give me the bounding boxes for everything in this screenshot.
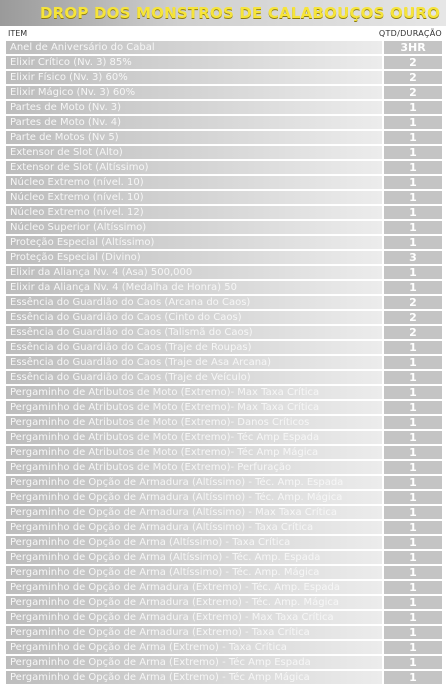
item-qty: 3HR: [384, 41, 442, 54]
item-name: Elixir Crítico (Nv. 3) 85%: [6, 56, 382, 69]
table-row: [0, 310, 446, 325]
item-qty: 1: [384, 386, 442, 399]
table-row: [0, 640, 446, 655]
table-row: [0, 595, 446, 610]
item-name: Elixir da Aliança Nv. 4 (Medalha de Honra) 50: [6, 281, 382, 294]
item-name: Pergaminho de Opção de Armadura (Extremo) - Téc. Amp. Mágica: [6, 596, 382, 609]
table-title: DROP DOS MONSTROS DE CALABOUÇOS OURO: [0, 0, 446, 26]
table-row: [0, 340, 446, 355]
table-row: [0, 385, 446, 400]
item-name: Parte de Motos (Nv 5): [6, 131, 382, 144]
item-name: Proteção Especial (Divino): [6, 251, 382, 264]
item-qty: 1: [384, 566, 442, 579]
table-row: [0, 295, 446, 310]
item-name: Pergaminho de Opção de Arma (Extremo) - Taxa Crítica: [6, 641, 382, 654]
item-qty: 1: [384, 221, 442, 234]
item-name: Pergaminho de Opção de Arma (Altíssimo) - Téc. Amp. Espada: [6, 551, 382, 564]
column-header-qty: QTD/DURAÇÃO: [378, 29, 442, 38]
item-name: Essência do Guardião do Caos (Cinto do Caos): [6, 311, 382, 324]
item-name: Núcleo Extremo (nível. 12): [6, 206, 382, 219]
table-row: [0, 655, 446, 670]
item-name: Núcleo Superior (Altíssimo): [6, 221, 382, 234]
table-row: [0, 70, 446, 85]
item-name: Essência do Guardião do Caos (Talismã do Caos): [6, 326, 382, 339]
table-row: [0, 400, 446, 415]
table-body: [0, 40, 446, 685]
item-qty: 1: [384, 146, 442, 159]
table-row: [0, 55, 446, 70]
table-row: [0, 610, 446, 625]
item-name: Pergaminho de Opção de Armadura (Extremo) - Max Taxa Crítica: [6, 611, 382, 624]
item-qty: 2: [384, 296, 442, 309]
table-row: [0, 520, 446, 535]
item-qty: 2: [384, 311, 442, 324]
item-name: Pergaminho de Atributos de Moto (Extremo)- Perfuração: [6, 461, 382, 474]
item-qty: 1: [384, 416, 442, 429]
item-name: Extensor de Slot (Alto): [6, 146, 382, 159]
item-qty: 1: [384, 641, 442, 654]
item-name: Pergaminho de Opção de Armadura (Extremo) - Taxa Crítica: [6, 626, 382, 639]
item-qty: 1: [384, 206, 442, 219]
item-qty: 1: [384, 536, 442, 549]
table-row: [0, 535, 446, 550]
item-qty: 1: [384, 176, 442, 189]
item-name: Pergaminho de Opção de Arma (Altíssimo) - Taxa Crítica: [6, 536, 382, 549]
item-name: Partes de Moto (Nv. 4): [6, 116, 382, 129]
table-row: [0, 115, 446, 130]
table-row: [0, 100, 446, 115]
item-qty: 3: [384, 251, 442, 264]
item-name: Essência do Guardião do Caos (Traje de Roupas): [6, 341, 382, 354]
table-row: [0, 160, 446, 175]
item-name: Elixir da Aliança Nv. 4 (Asa) 500,000: [6, 266, 382, 279]
table-row: [0, 670, 446, 685]
item-name: Pergaminho de Atributos de Moto (Extremo)- Danos Críticos: [6, 416, 382, 429]
item-name: Pergaminho de Opção de Armadura (Altíssimo) - Téc. Amp. Mágica: [6, 491, 382, 504]
item-name: Pergaminho de Opção de Arma (Altíssimo) - Téc. Amp. Mágica: [6, 566, 382, 579]
item-qty: 1: [384, 101, 442, 114]
table-row: [0, 325, 446, 340]
item-qty: 2: [384, 56, 442, 69]
item-qty: 1: [384, 131, 442, 144]
table-row: [0, 265, 446, 280]
item-qty: 1: [384, 521, 442, 534]
item-qty: 1: [384, 611, 442, 624]
item-name: Partes de Moto (Nv. 3): [6, 101, 382, 114]
table-row: [0, 40, 446, 55]
item-qty: 1: [384, 236, 442, 249]
item-qty: 2: [384, 86, 442, 99]
item-qty: 1: [384, 626, 442, 639]
table-row: [0, 145, 446, 160]
item-name: Essência do Guardião do Caos (Traje de Asa Arcana): [6, 356, 382, 369]
item-qty: 1: [384, 161, 442, 174]
table-row: [0, 625, 446, 640]
table-row: [0, 580, 446, 595]
table-row: [0, 370, 446, 385]
table-row: [0, 85, 446, 100]
item-qty: 1: [384, 371, 442, 384]
item-qty: 1: [384, 281, 442, 294]
item-name: Pergaminho de Opção de Arma (Extremo) - Téc Amp Espada: [6, 656, 382, 669]
table-row: [0, 505, 446, 520]
item-qty: 1: [384, 656, 442, 669]
item-qty: 1: [384, 191, 442, 204]
item-qty: 1: [384, 671, 442, 684]
item-qty: 1: [384, 491, 442, 504]
table-row: [0, 235, 446, 250]
table-row: [0, 490, 446, 505]
item-name: Pergaminho de Atributos de Moto (Extremo)- Max Taxa Crítica: [6, 401, 382, 414]
table-row: [0, 445, 446, 460]
item-name: Elixir Físico (Nv. 3) 60%: [6, 71, 382, 84]
item-qty: 1: [384, 461, 442, 474]
item-name: Elixir Mágico (Nv. 3) 60%: [6, 86, 382, 99]
item-name: Núcleo Extremo (nível. 10): [6, 176, 382, 189]
item-name: Pergaminho de Opção de Arma (Extremo) - Téc Amp Mágica: [6, 671, 382, 684]
item-qty: 1: [384, 581, 442, 594]
item-qty: 1: [384, 596, 442, 609]
item-name: Pergaminho de Opção de Armadura (Extremo) - Téc. Amp. Espada: [6, 581, 382, 594]
item-qty: 1: [384, 446, 442, 459]
table-row: [0, 565, 446, 580]
table-row: [0, 130, 446, 145]
table-row: [0, 250, 446, 265]
item-name: Pergaminho de Atributos de Moto (Extremo)- Max Taxa Crítica: [6, 386, 382, 399]
item-qty: 1: [384, 401, 442, 414]
table-row: [0, 475, 446, 490]
item-qty: 1: [384, 356, 442, 369]
item-qty: 1: [384, 266, 442, 279]
item-name: Essência do Guardião do Caos (Arcana do Caos): [6, 296, 382, 309]
item-qty: 2: [384, 71, 442, 84]
item-name: Pergaminho de Opção de Armadura (Altíssimo) - Taxa Crítica: [6, 521, 382, 534]
item-name: Pergaminho de Opção de Armadura (Altíssimo) - Téc. Amp. Espada: [6, 476, 382, 489]
item-name: Pergaminho de Atributos de Moto (Extremo)- Téc Amp Espada: [6, 431, 382, 444]
item-name: Proteção Especial (Altíssimo): [6, 236, 382, 249]
table-row: [0, 280, 446, 295]
item-name: Pergaminho de Atributos de Moto (Extremo)- Téc Amp Mágica: [6, 446, 382, 459]
item-qty: 1: [384, 506, 442, 519]
table-row: [0, 355, 446, 370]
table-row: [0, 430, 446, 445]
item-qty: 1: [384, 116, 442, 129]
item-qty: 1: [384, 551, 442, 564]
column-header-item: ITEM: [8, 29, 28, 38]
table-row: [0, 175, 446, 190]
item-name: Extensor de Slot (Altíssimo): [6, 161, 382, 174]
item-name: Essência do Guardião do Caos (Traje de Veículo): [6, 371, 382, 384]
table-row: [0, 220, 446, 235]
item-name: Pergaminho de Opção de Armadura (Altíssimo) - Max Taxa Crítica: [6, 506, 382, 519]
item-qty: 1: [384, 341, 442, 354]
table-row: [0, 460, 446, 475]
item-qty: 1: [384, 431, 442, 444]
table-row: [0, 190, 446, 205]
item-name: Núcleo Extremo (nível. 10): [6, 191, 382, 204]
table-row: [0, 205, 446, 220]
item-qty: 2: [384, 326, 442, 339]
table-header: [0, 28, 446, 40]
item-qty: 1: [384, 476, 442, 489]
table-row: [0, 550, 446, 565]
item-name: Anel de Aniversário do Cabal: [6, 41, 382, 54]
table-row: [0, 415, 446, 430]
